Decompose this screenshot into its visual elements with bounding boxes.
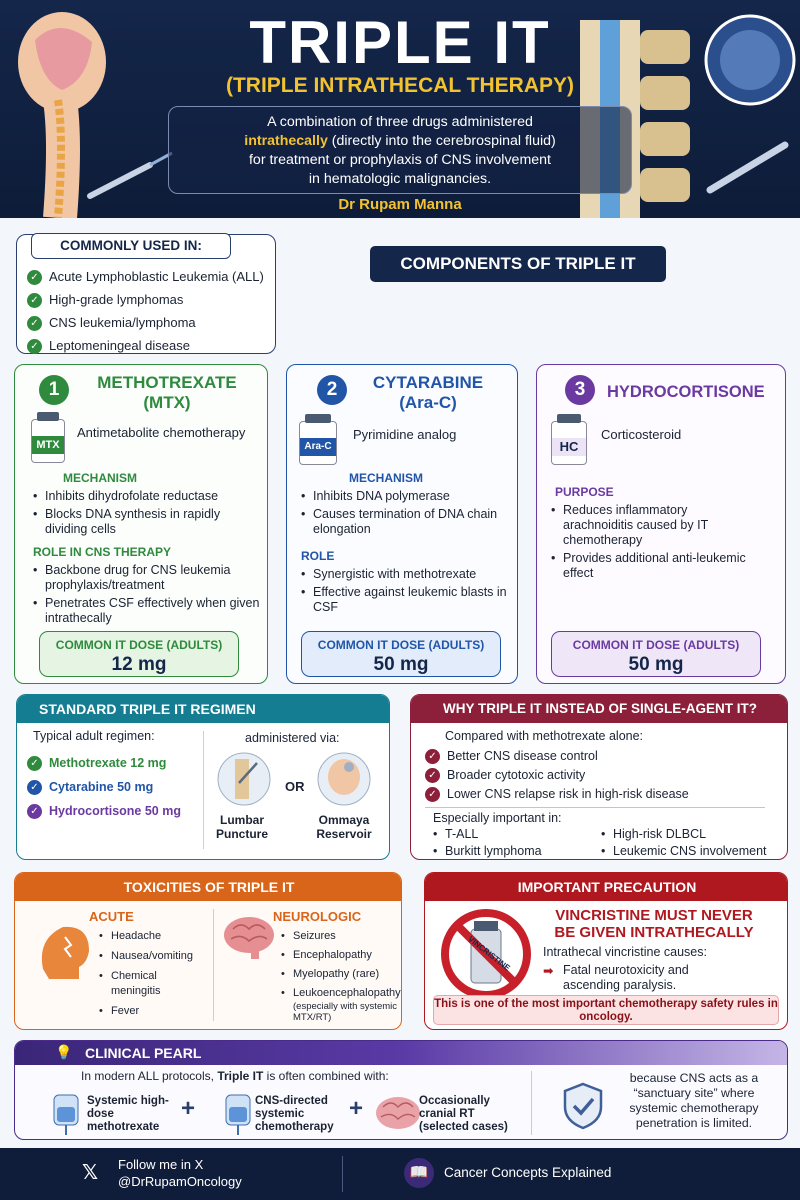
list-item-label: High-grade lymphomas: [49, 292, 184, 307]
desc-line-4: in hematologic malignancies.: [308, 171, 492, 187]
why-title: WHY TRIPLE IT INSTEAD OF SINGLE-AGENT IT?: [411, 695, 788, 723]
vial-icon: [299, 421, 337, 465]
bullet-item: • Seizures: [281, 929, 399, 944]
check-icon: ✓: [425, 787, 440, 802]
list-item: [27, 751, 181, 775]
dose-box: [551, 631, 761, 677]
footer-handle: @DrRupamOncology: [118, 1174, 242, 1189]
drug-abbr: (MTX): [143, 393, 191, 412]
regimen-title: STANDARD TRIPLE IT REGIMEN: [17, 695, 390, 723]
bullet-item: • Reduces inflammatory arachnoiditis caused by IT chemotherapy: [551, 503, 751, 548]
dose-value: 50 mg: [628, 654, 684, 675]
bullet-item: • Effective against leukemic blasts in CSF: [301, 585, 513, 615]
regimen-card: [16, 694, 390, 860]
divider: [342, 1156, 343, 1192]
drug-class: Pyrimidine analog: [353, 427, 457, 442]
why-esp-left: [433, 827, 593, 860]
list-item: [425, 766, 689, 785]
iv-bag-icon: [51, 1091, 81, 1135]
footer: [0, 1148, 800, 1200]
bullet-item: • Chemical meningitis: [99, 969, 209, 999]
bullet-item: • Burkitt lymphoma: [433, 844, 593, 859]
methotrexate-card: [14, 364, 268, 684]
section-title: PURPOSE: [555, 485, 614, 499]
vial-label: HC: [552, 438, 586, 456]
footer-follow[interactable]: [118, 1156, 242, 1190]
bullet-item: • Fever: [99, 1004, 209, 1019]
bullet-item: • Causes termination of DNA chain elongation: [301, 507, 513, 537]
commonly-used-title: COMMONLY USED IN:: [31, 233, 231, 259]
bullet-item: • Provides additional anti-leukemic effect: [551, 551, 751, 581]
drug-name-text: CYTARABINE: [372, 373, 484, 392]
header-banner: [0, 0, 800, 218]
components-title: COMPONENTS OF TRIPLE IT: [370, 246, 666, 282]
precaution-title: IMPORTANT PRECAUTION: [425, 873, 788, 901]
drug-abbr: (Ara-C): [399, 393, 457, 412]
dose-label: COMMON IT DOSE (ADULTS): [55, 638, 223, 652]
regimen-list: [27, 751, 181, 823]
drug-class: Corticosteroid: [601, 427, 682, 442]
why-triple-card: [410, 694, 788, 860]
bullet-item: • Leukoencephalopathy: [281, 986, 399, 1001]
drug-name-text: METHOTREXATE: [97, 373, 237, 392]
bullet-item: • Backbone drug for CNS leukemia prophylaxis/treatment: [33, 563, 263, 593]
desc-line-2: [169, 132, 631, 151]
list-item: [27, 334, 264, 357]
list-item: [27, 288, 264, 311]
check-icon: ✓: [27, 780, 42, 795]
desc-line-3: for treatment or prophylaxis of CNS involvement: [248, 152, 551, 168]
footer-right-text: Cancer Concepts Explained: [444, 1165, 612, 1180]
page-title: TRIPLE IT: [249, 9, 551, 76]
precaution-note: This is one of the most important chemotherapy safety rules in oncology.: [433, 995, 779, 1025]
clinical-pearl-card: [14, 1040, 788, 1140]
head-pain-icon: [35, 919, 91, 981]
section-title: ROLE IN CNS THERAPY: [33, 545, 172, 559]
cytarabine-card: [286, 364, 518, 684]
dose-box: [301, 631, 501, 677]
list-item-label: Hydrocortisone 50 mg: [49, 804, 181, 818]
iv-bag-icon: [223, 1091, 253, 1135]
plus-icon: +: [349, 1095, 364, 1122]
bullet-item: • T-ALL: [433, 827, 593, 842]
precaution-heading: [531, 907, 777, 941]
divider: [203, 731, 204, 849]
vial-label: Ara-C: [300, 438, 336, 456]
check-icon: ✓: [27, 756, 42, 771]
precaution-heading-line-1: VINCRISTINE MUST NEVER: [555, 907, 753, 924]
desc-line-1: A combination of three drugs administered: [267, 114, 533, 130]
book-icon: 📖: [404, 1158, 434, 1188]
drug-class: Antimetabolite chemotherapy: [77, 425, 246, 440]
bullet-item: • Encephalopathy: [281, 948, 399, 963]
list-item: [27, 311, 264, 334]
route-lumbar: Lumbar Puncture: [215, 813, 268, 841]
lightbulb-icon: 💡: [55, 1044, 73, 1060]
bullet-item: • Myelopathy (rare): [281, 967, 399, 982]
desc-highlight: intrathecally: [244, 133, 328, 149]
drug-details: [551, 477, 751, 584]
or-label: OR: [285, 779, 305, 794]
why-compared: Compared with methotrexate alone:: [445, 729, 644, 743]
vial-icon: [31, 419, 65, 463]
check-icon: ✓: [27, 316, 42, 331]
acute-title: ACUTE: [89, 909, 134, 924]
divider: [531, 1071, 532, 1135]
bullet-item: • Nausea/vomiting: [99, 949, 209, 964]
hydrocortisone-card: [536, 364, 786, 684]
list-item-label: Acute Lymphoblastic Leukemia (ALL): [49, 269, 264, 284]
vial-label: MTX: [32, 436, 64, 454]
toxicities-card: [14, 872, 402, 1030]
pearl-reason: because CNS acts as a “sanctuary site” where systemic chemotherapy penetration is limited.: [629, 1071, 759, 1130]
precaution-causes: Intrathecal vincristine causes:: [543, 945, 707, 959]
dose-label: COMMON IT DOSE (ADULTS): [572, 638, 740, 652]
check-icon: ✓: [27, 270, 42, 285]
drug-name: HYDROCORTISONE: [607, 383, 765, 401]
drug-name: [353, 373, 503, 413]
dose-label: COMMON IT DOSE (ADULTS): [317, 638, 485, 652]
neuro-title: NEUROLOGIC: [273, 909, 362, 924]
number-badge: 2: [317, 375, 347, 405]
pearl-intro-pre: In modern ALL protocols,: [81, 1069, 218, 1083]
pearl-intro-bold: Triple IT: [217, 1069, 264, 1083]
list-item-label: Better CNS disease control: [447, 749, 598, 763]
pearl-item-2: CNS-directed systemic chemotherapy: [255, 1095, 334, 1133]
page-subtitle: (TRIPLE INTRATHECAL THERAPY): [225, 74, 575, 97]
list-item: [27, 265, 264, 288]
list-item-label: Lower CNS relapse risk in high-risk disease: [447, 787, 689, 801]
list-item-label: Methotrexate 12 mg: [49, 756, 167, 770]
shield-check-icon: [561, 1081, 605, 1131]
brain-icon: [373, 1093, 423, 1133]
check-icon: ✓: [27, 804, 42, 819]
commonly-used-list: [27, 265, 264, 357]
bullet-item: • High-risk DLBCL: [601, 827, 781, 842]
bullet-item: • Leukemic CNS involvement: [601, 844, 781, 859]
route-ommaya: Ommaya Reservoir: [316, 813, 372, 841]
list-item-label: Cytarabine 50 mg: [49, 780, 154, 794]
dose-value: 50 mg: [373, 654, 429, 675]
pearl-item-1: Systemic high-dose methotrexate: [87, 1095, 169, 1133]
list-item-label: CNS leukemia/lymphoma: [49, 315, 196, 330]
vincristine-vial-label: VINCRISTINE: [466, 934, 512, 973]
precaution-effect: Fatal neurotoxicity and ascending paralysis.: [563, 963, 689, 992]
list-item-label: Leptomeningeal disease: [49, 338, 190, 353]
author-name: Dr Rupam Manna: [338, 196, 462, 213]
check-icon: ✓: [27, 293, 42, 308]
section-title: MECHANISM: [349, 471, 423, 485]
dose-value: 12 mg: [111, 654, 167, 675]
list-item: [425, 785, 689, 804]
number-badge: 3: [565, 375, 595, 405]
list-item: [27, 775, 181, 799]
pearl-item-3: Occasionally cranial RT (selected cases): [419, 1095, 508, 1133]
check-icon: ✓: [27, 339, 42, 354]
list-item: [27, 799, 181, 823]
section-title: ROLE: [301, 549, 335, 563]
bullet-item: • Synergistic with methotrexate: [301, 567, 513, 582]
bullet-item: • Headache: [99, 929, 209, 944]
divider: [425, 807, 765, 808]
bullet-item: • Inhibits dihydrofolate reductase: [33, 489, 263, 504]
plus-icon: +: [181, 1095, 196, 1122]
why-list: [425, 747, 689, 804]
precaution-card: [424, 872, 788, 1030]
arrow-right-icon: ➡: [543, 964, 554, 978]
pearl-intro-post: is often combined with:: [263, 1069, 389, 1083]
list-item-label: Broader cytotoxic activity: [447, 768, 586, 782]
check-icon: ✓: [425, 749, 440, 764]
bullet-item: • Inhibits DNA polymerase: [301, 489, 513, 504]
x-logo-icon[interactable]: 𝕏: [82, 1162, 99, 1184]
footer-follow-text: Follow me in X: [118, 1157, 204, 1172]
ommaya-reservoir-icon: [313, 751, 375, 807]
drug-details: [33, 463, 263, 629]
desc-line-2-rest: (directly into the cerebrospinal fluid): [327, 133, 556, 149]
toxicities-title: TOXICITIES OF TRIPLE IT: [15, 873, 402, 901]
brain-icon: [221, 913, 277, 961]
why-esp: Especially important in:: [433, 811, 562, 825]
pearl-intro: [81, 1069, 389, 1083]
regimen-via: administered via:: [245, 731, 340, 745]
drug-name: [77, 373, 257, 413]
description-box: [168, 106, 632, 194]
dose-box: [39, 631, 239, 677]
list-item: [425, 747, 689, 766]
vial-icon: [551, 421, 587, 465]
section-title: MECHANISM: [63, 471, 137, 485]
divider: [213, 909, 214, 1021]
acute-list: [99, 929, 209, 1022]
drug-details: [301, 463, 513, 618]
lumbar-puncture-icon: [213, 751, 275, 807]
number-badge: 1: [39, 375, 69, 405]
neuro-note: (especially with systemic MTX/RT): [293, 1001, 397, 1023]
bullet-item: • Penetrates CSF effectively when given intrathecally: [33, 596, 263, 626]
commonly-used-card: [16, 234, 276, 354]
regimen-typical: Typical adult regimen:: [33, 729, 155, 743]
pearl-title: CLINICAL PEARL: [85, 1045, 202, 1061]
neuro-list: [281, 929, 399, 1023]
check-icon: ✓: [425, 768, 440, 783]
why-esp-right: [601, 827, 781, 860]
precaution-heading-line-2: BE GIVEN INTRATHECALLY: [554, 924, 754, 941]
bullet-item: • Blocks DNA synthesis in rapidly dividing cells: [33, 507, 263, 537]
